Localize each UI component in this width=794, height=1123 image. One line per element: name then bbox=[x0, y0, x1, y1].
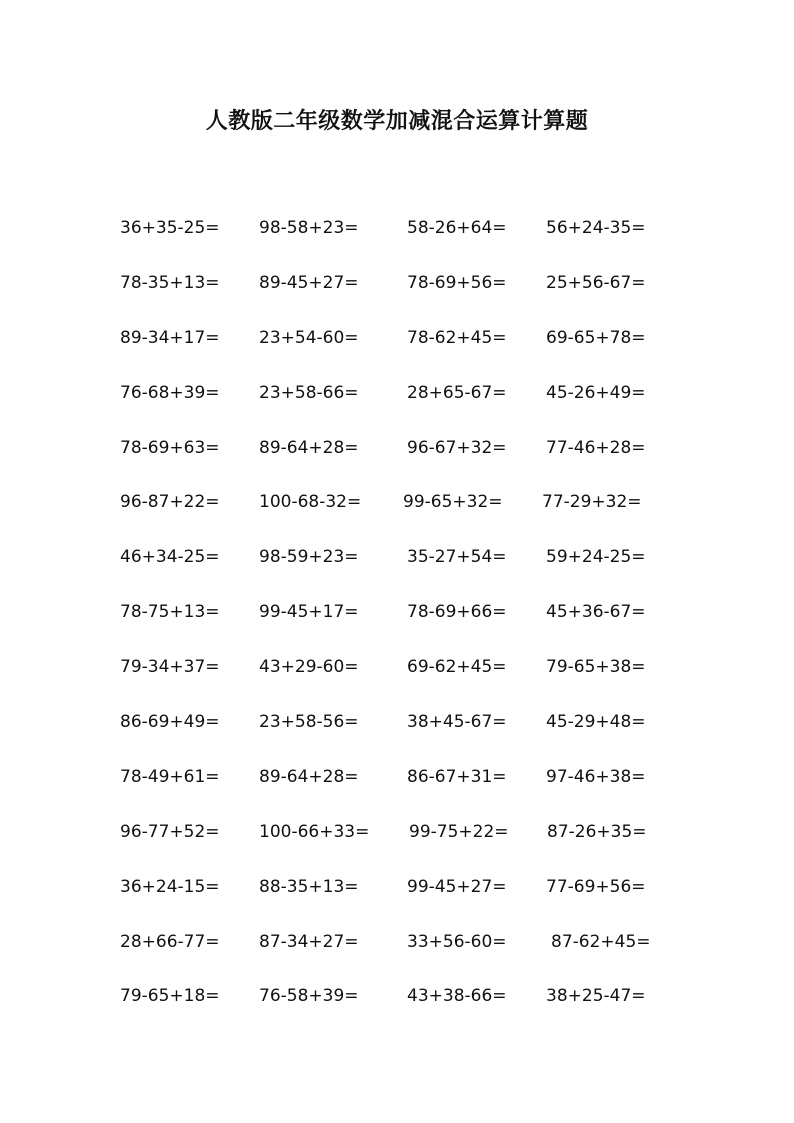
math-problem: 45-29+48= bbox=[546, 712, 646, 733]
math-problem: 99-45+17= bbox=[259, 602, 359, 623]
math-problem: 99-45+27= bbox=[407, 876, 507, 897]
math-problem: 38+45-67= bbox=[407, 712, 507, 733]
math-problem: 35-27+54= bbox=[407, 547, 507, 568]
math-problem: 56+24-35= bbox=[546, 218, 646, 238]
math-problem: 78-49+61= bbox=[120, 766, 220, 787]
math-problem: 23+58-66= bbox=[259, 382, 359, 403]
math-problem: 98-58+23= bbox=[259, 218, 359, 238]
math-problem: 99-65+32= bbox=[403, 492, 503, 513]
math-problem: 25+56-67= bbox=[546, 272, 646, 293]
math-problem: 79-65+38= bbox=[546, 657, 646, 678]
math-problem: 23+54-60= bbox=[259, 327, 359, 348]
math-problem: 97-46+38= bbox=[546, 766, 646, 787]
math-problem: 96-87+22= bbox=[120, 492, 220, 513]
problem-row bbox=[120, 710, 720, 765]
math-problem: 38+25-47= bbox=[546, 986, 646, 1007]
problem-row bbox=[120, 765, 720, 820]
math-problem: 78-69+66= bbox=[407, 602, 507, 623]
math-problem: 69-65+78= bbox=[546, 327, 646, 348]
math-problem: 69-62+45= bbox=[407, 657, 507, 678]
math-problem: 77-46+28= bbox=[546, 437, 646, 458]
page-title: 人教版二年级数学加减混合运算计算题 bbox=[205, 108, 589, 134]
math-problem: 77-69+56= bbox=[546, 876, 646, 897]
math-problem: 78-62+45= bbox=[407, 327, 507, 348]
math-problem: 78-35+13= bbox=[120, 272, 220, 293]
math-problem: 86-69+49= bbox=[120, 712, 220, 733]
math-problem: 78-69+56= bbox=[407, 272, 507, 293]
math-problem: 78-69+63= bbox=[120, 437, 220, 458]
math-problem: 87-62+45= bbox=[551, 931, 651, 952]
math-problem: 58-26+64= bbox=[407, 218, 507, 238]
math-problem: 89-34+17= bbox=[120, 327, 220, 348]
math-problem: 33+56-60= bbox=[407, 931, 507, 952]
math-problem: 59+24-25= bbox=[546, 547, 646, 568]
math-problem: 46+34-25= bbox=[120, 547, 220, 568]
problem-row bbox=[120, 326, 720, 381]
problem-row bbox=[120, 490, 720, 545]
problem-row bbox=[120, 381, 720, 436]
math-problem: 89-45+27= bbox=[259, 272, 359, 293]
math-problem: 89-64+28= bbox=[259, 437, 359, 458]
math-problem: 76-68+39= bbox=[120, 382, 220, 403]
problem-row bbox=[120, 984, 720, 1039]
problem-row bbox=[120, 820, 720, 875]
math-problem: 87-26+35= bbox=[547, 821, 647, 842]
problem-row bbox=[120, 545, 720, 600]
math-problem: 43+29-60= bbox=[259, 657, 359, 678]
math-problem: 28+65-67= bbox=[407, 382, 507, 403]
math-problem: 28+66-77= bbox=[120, 931, 220, 952]
problem-row bbox=[120, 216, 720, 271]
problem-row bbox=[120, 875, 720, 930]
math-problem: 98-59+23= bbox=[259, 547, 359, 568]
math-problem: 45+36-67= bbox=[546, 602, 646, 623]
math-problem: 100-68-32= bbox=[259, 492, 362, 513]
math-problem: 77-29+32= bbox=[542, 492, 642, 513]
math-problem: 100-66+33= bbox=[259, 821, 370, 842]
problem-row bbox=[120, 271, 720, 326]
math-problem: 96-77+52= bbox=[120, 821, 220, 842]
math-problem: 43+38-66= bbox=[407, 986, 507, 1007]
problem-row bbox=[120, 436, 720, 491]
math-problem: 86-67+31= bbox=[407, 766, 507, 787]
math-problem: 96-67+32= bbox=[407, 437, 507, 458]
math-problem: 89-64+28= bbox=[259, 766, 359, 787]
math-problem: 88-35+13= bbox=[259, 876, 359, 897]
math-problem: 76-58+39= bbox=[259, 986, 359, 1007]
math-problem: 87-34+27= bbox=[259, 931, 359, 952]
math-problem: 36+24-15= bbox=[120, 876, 220, 897]
math-problem: 78-75+13= bbox=[120, 602, 220, 623]
math-problem: 45-26+49= bbox=[546, 382, 646, 403]
problem-grid bbox=[120, 216, 720, 1039]
problem-row bbox=[120, 930, 720, 985]
math-problem: 79-65+18= bbox=[120, 986, 220, 1007]
problem-row bbox=[120, 655, 720, 710]
math-problem: 36+35-25= bbox=[120, 218, 220, 238]
math-problem: 79-34+37= bbox=[120, 657, 220, 678]
problem-row bbox=[120, 600, 720, 655]
math-problem: 99-75+22= bbox=[409, 821, 509, 842]
math-problem: 23+58-56= bbox=[259, 712, 359, 733]
